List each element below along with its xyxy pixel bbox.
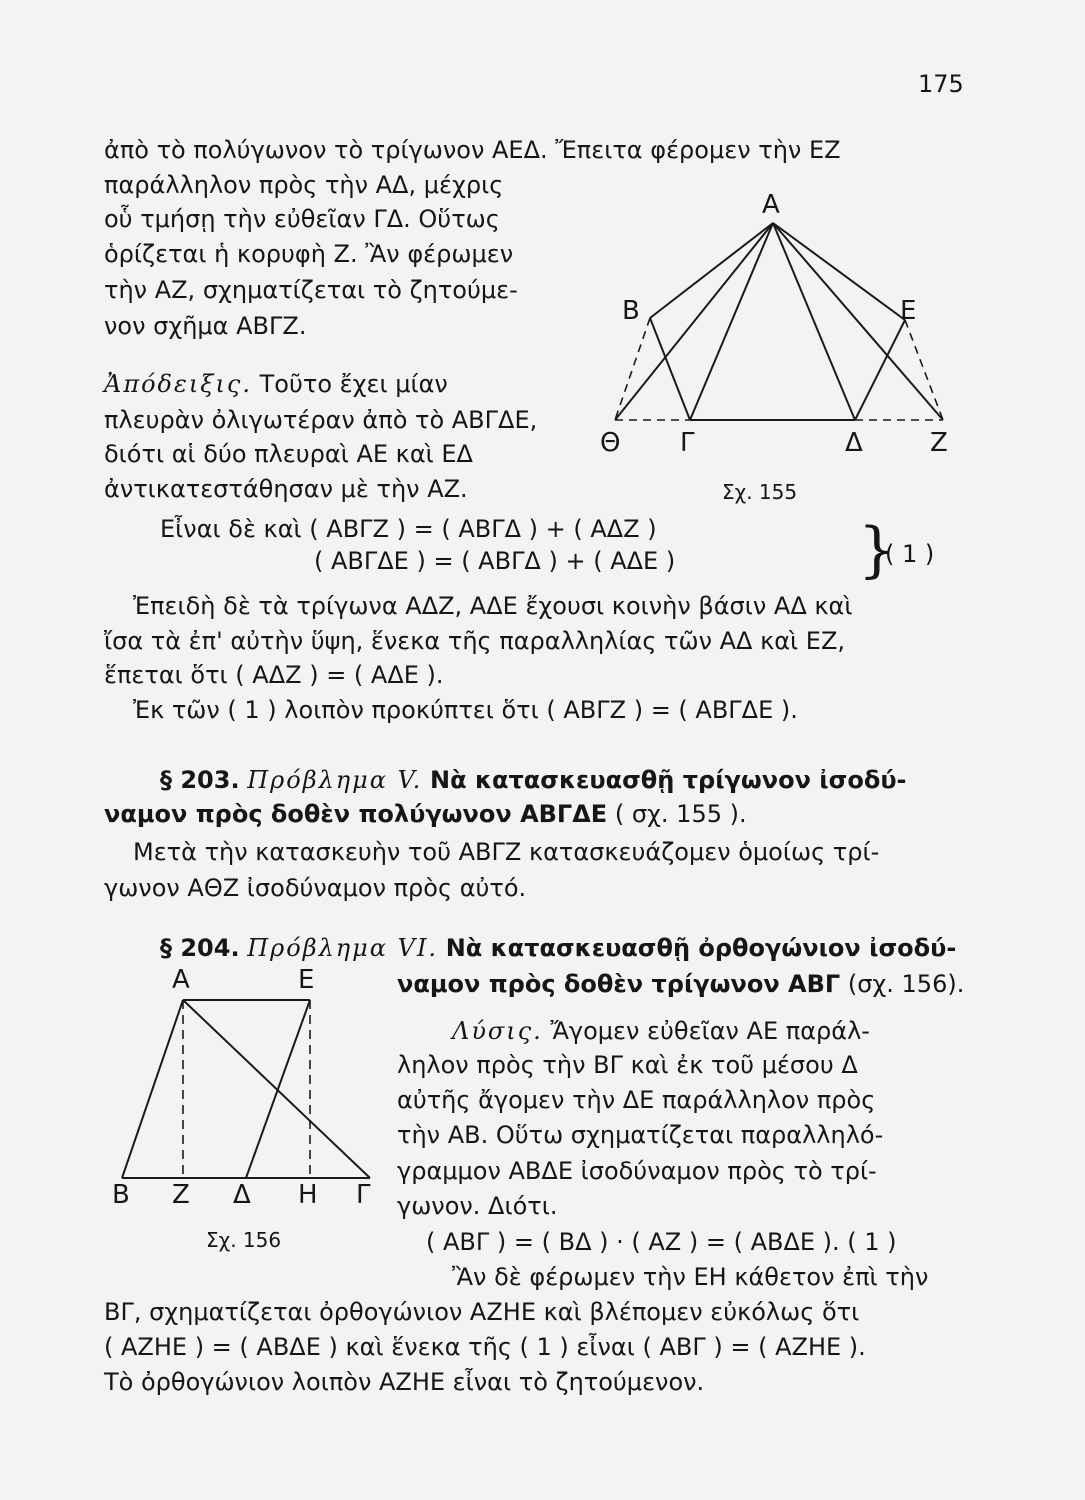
equations1-line1 <box>160 513 657 545</box>
para1-line: παράλληλον πρὸς τὴν ΑΔ, μέχρις <box>104 171 504 199</box>
para1-line: τὴν ΑΖ, σχηματίζεται τὸ ζητούμε- <box>104 276 518 304</box>
sec203-number: § 203. <box>160 766 240 794</box>
proof1-text: Τοῦτο ἔχει μίαν <box>259 370 448 398</box>
fig155-line-ED <box>855 320 905 420</box>
para2-line: Ἐπειδὴ δὲ τὰ τρίγωνα ΑΔΖ, ΑΔΕ ἔχουσι κοινὴν βάσιν ΑΔ καὶ <box>133 592 853 620</box>
fig156-label-Z: Ζ <box>172 1180 190 1210</box>
fig156-label-D: Δ <box>233 1180 251 1210</box>
para2-line: ἕπεται ὅτι ( ΑΔΖ ) = ( ΑΔΕ ). <box>104 661 444 689</box>
sec203-title-line2 <box>104 798 747 830</box>
sec204-title2: ναμον πρὸς δοθὲν τρίγωνον ΑΒΓ <box>397 970 841 998</box>
proof1-line: πλευρὰν ὀλιγωτέραν ἀπὸ τὸ ΑΒΓΔΕ, <box>104 406 538 434</box>
sec204-heading <box>160 932 956 964</box>
sec204-solution-first <box>452 1015 870 1047</box>
fig156-label-G: Γ <box>356 1180 371 1210</box>
sec204-solution-heading: Λύσις. <box>452 1017 543 1045</box>
sec204-solution-line: ληλον πρὸς τὴν ΒΓ καὶ ἐκ τοῦ μέσου Δ <box>397 1051 858 1079</box>
fig155-line-AG <box>690 223 773 420</box>
fig155-label-D: Δ <box>845 428 863 458</box>
sec204-ref: (σχ. 156). <box>847 970 965 998</box>
sec203-problem: Πρόβλημα V. <box>247 766 423 794</box>
fig156-label-B: Β <box>112 1180 130 1210</box>
para1-line: νον σχῆμα ΑΒΓΖ. <box>104 312 307 340</box>
sec204-final-line: ( ΑΖΗΕ ) = ( ΑΒΔΕ ) καὶ ἕνεκα τῆς ( 1 ) εἶναι ( ΑΒΓ ) = ( ΑΖΗΕ ). <box>104 1333 866 1361</box>
fig155-label-Th: Θ <box>600 428 621 458</box>
sec204-solution-text: Ἄγομεν εὐθεῖαν ΑΕ παράλ- <box>550 1017 870 1045</box>
sec203-body-line: Μετὰ τὴν κατασκευὴν τοῦ ΑΒΓΖ κατασκευάζομεν ὁμοίως τρί- <box>133 838 880 866</box>
fig156-line-AG <box>183 1000 370 1178</box>
sec203-body-line: γωνον ΑΘΖ ἰσοδύναμον πρὸς αὐτό. <box>104 874 527 902</box>
fig155-dash-BT <box>615 318 650 420</box>
sec204-solution-line: γραμμον ΑΒΔΕ ἰσοδύναμον πρὸς τὸ τρί- <box>397 1157 877 1185</box>
para2-line: ἴσα τὰ ἐπ' αὐτὴν ὕψη, ἕνεκα τῆς παραλληλίας τῶν ΑΔ καὶ ΕΖ, <box>104 627 846 655</box>
fig155-label-G: Γ <box>680 428 695 458</box>
fig156-label-E: Ε <box>298 965 315 995</box>
equations1-intro: Εἶναι δὲ καὶ <box>160 515 302 543</box>
sec204-solution-line: τὴν ΑΒ. Οὕτω σχηματίζεται παραλληλό- <box>397 1121 884 1149</box>
para1-line: ὁρίζεται ἡ κορυφὴ Ζ. Ἂν φέρωμεν <box>104 240 514 268</box>
para2-line: Ἐκ τῶν ( 1 ) λοιπὸν προκύπτει ὅτι ( ΑΒΓΖ ) = ( ΑΒΓΔΕ ). <box>133 696 798 724</box>
sec204-equation: ( ΑΒΓ ) = ( ΒΔ ) · ( ΑΖ ) = ( ΑΒΔΕ ). ( 1 ) <box>426 1228 897 1256</box>
proof1-heading: Ἀπόδειξις. <box>104 370 252 398</box>
equations1-eq1: ( ΑΒΓΖ ) = ( ΑΒΓΔ ) + ( ΑΔΖ ) <box>309 515 657 543</box>
proof1-line: ἀντικατεστάθησαν μὲ τὴν ΑΖ. <box>104 475 468 503</box>
fig155-line-AB <box>650 223 773 318</box>
proof1-line: διότι αἱ δύο πλευραὶ ΑΕ καὶ ΕΔ <box>104 440 473 468</box>
equations1-number: ( 1 ) <box>885 540 935 568</box>
fig156-line-ED <box>246 1000 310 1178</box>
fig155-line-BG <box>650 318 690 420</box>
fig155-dash-EZ <box>905 320 943 420</box>
fig155-caption: Σχ. 155 <box>722 480 798 504</box>
fig156-label-H: Η <box>298 1180 318 1210</box>
fig156-label-A: Α <box>172 965 190 995</box>
sec204-solution-line: αὐτῆς ἄγομεν τὴν ΔΕ παράλληλον πρὸς <box>397 1086 876 1114</box>
sec203-title2: ναμον πρὸς δοθὲν πολύγωνον ΑΒΓΔΕ <box>104 800 608 828</box>
fig155-label-E: Ε <box>900 296 917 326</box>
sec204-final-line: Ἂν δὲ φέρωμεν τὴν ΕΗ κάθετον ἐπὶ τὴν <box>452 1263 929 1291</box>
fig155-label-Z: Ζ <box>930 428 948 458</box>
sec204-solution-line: γωνον. Διότι. <box>397 1192 558 1220</box>
sec203-title1: Νὰ κατασκευασθῇ τρίγωνον ἰσοδύ- <box>430 766 907 794</box>
fig155-label-B: Β <box>622 296 640 326</box>
para1-line: οὗ τμήσῃ τὴν εὐθεῖαν ΓΔ. Οὕτως <box>104 205 500 233</box>
fig155-line-AZ <box>773 223 943 420</box>
equations1-eq2: ( ΑΒΓΔΕ ) = ( ΑΒΓΔ ) + ( ΑΔΕ ) <box>314 547 676 575</box>
sec204-final-line: Τὸ ὀρθογώνιον λοιπὸν ΑΖΗΕ εἶναι τὸ ζητούμενον. <box>104 1368 705 1396</box>
sec203-ref: ( σχ. 155 ). <box>614 800 747 828</box>
sec204-number: § 204. <box>160 934 240 962</box>
sec204-title-line2 <box>397 968 964 1000</box>
fig156-line-AB <box>122 1000 183 1178</box>
sec203-heading <box>160 764 907 796</box>
fig156-caption: Σχ. 156 <box>206 1228 282 1252</box>
sec204-final-line: ΒΓ, σχηματίζεται ὀρθογώνιον ΑΖΗΕ καὶ βλέπομεν εὐκόλως ὅτι <box>104 1298 860 1326</box>
sec204-problem: Πρόβλημα VI. <box>247 934 439 962</box>
fig155-label-A: Α <box>762 190 780 220</box>
page-number: 175 <box>918 70 964 98</box>
para1-line: ἀπὸ τὸ πολύγωνον τὸ τρίγωνον ΑΕΔ. Ἔπειτα φέρομεν τὴν ΕΖ <box>104 136 841 164</box>
fig155-line-AD <box>773 223 855 420</box>
proof1-first-line <box>104 368 448 400</box>
sec204-title1: Νὰ κατασκευασθῇ ὀρθογώνιον ἰσοδύ- <box>445 934 957 962</box>
equations1-brace: } <box>858 515 897 585</box>
fig155-line-AE <box>773 223 905 320</box>
